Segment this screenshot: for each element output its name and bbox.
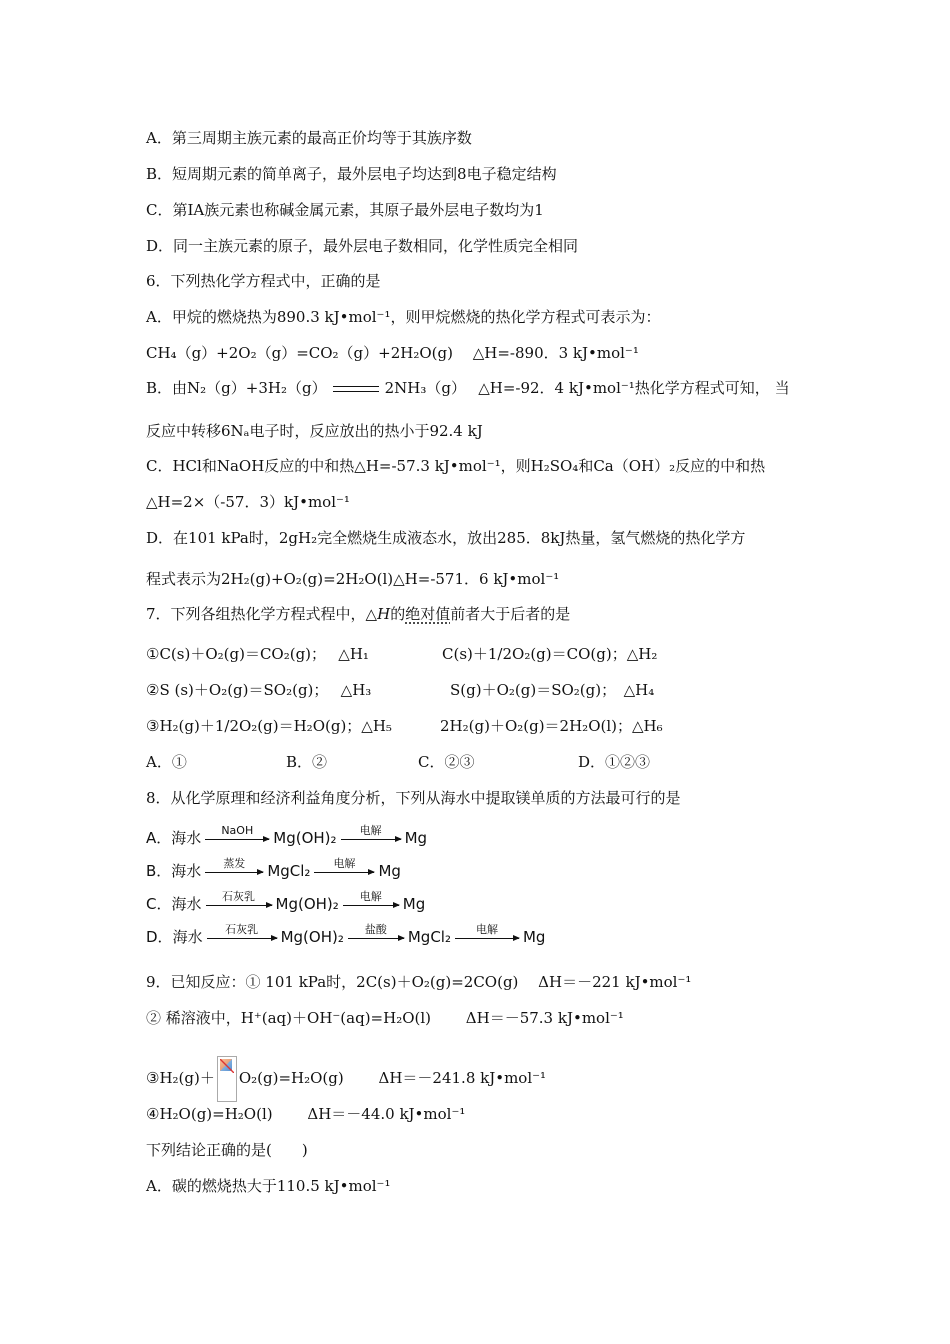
q7-row-3 (146, 716, 663, 736)
q8-d-reagent1: 石灰乳 (225, 923, 259, 936)
reaction-arrow-icon (348, 923, 404, 939)
reaction-arrow-icon (341, 824, 401, 840)
q5-option-a: A．第三周期主族元素的最高正价均等于其族序数 (146, 129, 472, 147)
q8-a-label: A． (146, 829, 172, 847)
q8-c-reagent2: 电解 (359, 890, 382, 903)
reaction-arrow-icon (455, 923, 519, 939)
q9-reaction-2: ② 稀溶液中，H⁺(aq)＋OH⁻(aq)=H₂O(l) ΔH＝－57.3 kJ•mol⁻¹ (146, 1009, 624, 1027)
q8-option-d (146, 923, 546, 947)
q7-row1-right: C(s)＋1/2O₂(g)＝CO(g)；△H₂ (442, 645, 658, 663)
q8-a-intermediate: Mg(OH)₂ (273, 829, 337, 847)
q7-row-2 (146, 680, 655, 700)
q5-option-c: C．第ⅠA族元素也称碱金属元素，其原子最外层电子数均为1 (146, 201, 544, 219)
q8-a-reagent2: 电解 (359, 824, 382, 837)
reaction-arrow-icon (205, 824, 269, 840)
q7-option-a: A．① (146, 753, 187, 771)
q7-stem-emphasis: 绝对值 (405, 605, 451, 623)
q9-r3-pre: ③H₂(g)＋ (146, 1069, 215, 1087)
reaction-arrow-icon (205, 857, 263, 873)
q7-row2-left: ②S (s)＋O₂(g)＝SO₂(g)； △H₃ (146, 681, 372, 699)
q8-b-reagent1: 蒸发 (223, 857, 246, 870)
q8-d-label: D． (146, 928, 173, 946)
q8-d-intermediate: Mg(OH)₂ (280, 928, 344, 946)
q8-c-reagent1: 石灰乳 (222, 890, 255, 903)
reaction-arrow-icon (343, 890, 399, 906)
q6-option-b-part2: 2NH₃（g） △H=-92．4 kJ•mol⁻¹热化学方程式可知， 当 (384, 379, 790, 397)
q8-c-product: Mg (402, 895, 426, 913)
q8-d-source: 海水 (172, 928, 203, 946)
q8-b-reagent2: 电解 (333, 857, 356, 870)
q7-options (146, 752, 651, 772)
q7-stem-mid: 的 (390, 605, 406, 623)
q9-reaction-3 (146, 1056, 546, 1102)
q8-d-reagent2: 盐酸 (364, 923, 387, 936)
q7-row3-left: ③H₂(g)＋1/2O₂(g)＝H₂O(g)；△H₅ (146, 717, 392, 735)
q6-option-a-line1: A．甲烷的燃烧热为890.3 kJ•mol⁻¹，则甲烷燃烧的热化学方程式可表示为： (146, 308, 661, 326)
q7-option-d: D．①②③ (578, 753, 651, 771)
q6-option-c-line2: △H=2×（-57．3）kJ•mol⁻¹ (146, 493, 350, 511)
q8-a-reagent1: NaOH (221, 824, 254, 837)
q9-reaction-4: ④H₂O(g)=H₂O(l) ΔH＝－44.0 kJ•mol⁻¹ (146, 1105, 466, 1123)
q7-row1-left: ①C(s)＋O₂(g)＝CO₂(g)； △H₁ (146, 645, 369, 663)
q7-stem (146, 604, 570, 624)
q6-option-c-line1: C．HCl和NaOH反应的中和热△H=-57.3 kJ•mol⁻¹，则H₂SO₄和Ca（OH）₂反应的中和热 (146, 457, 766, 475)
q7-row2-right: S(g)＋O₂(g)＝SO₂(g)； △H₄ (450, 681, 655, 699)
reaction-arrow-icon (314, 857, 374, 873)
q7-stem-pre: 7．下列各组热化学方程式程中，△ (146, 605, 378, 623)
q9-stem: 9．已知反应：① 101 kPa时，2C(s)＋O₂(g)=2CO(g) ΔH＝－221 kJ•mol⁻¹ (146, 973, 692, 991)
q8-c-source: 海水 (171, 895, 202, 913)
q8-d-reagent3: 电解 (475, 923, 498, 936)
q5-option-b: B．短周期元素的简单离子，最外层电子均达到8电子稳定结构 (146, 165, 557, 183)
q9-option-a: A．碳的燃烧热大于110.5 kJ•mol⁻¹ (146, 1177, 391, 1195)
reaction-arrow-icon (207, 923, 277, 939)
broken-image-icon (217, 1056, 237, 1102)
q8-option-b (146, 857, 401, 881)
q8-b-label: B． (146, 862, 172, 880)
q6-option-b-part1: B．由N₂（g）+3H₂（g） (146, 379, 327, 397)
q6-option-b-line2: 反应中转移6Nₐ电子时，反应放出的热小于92.4 kJ (146, 422, 483, 440)
q5-option-d: D．同一主族元素的原子，最外层电子数相同，化学性质完全相同 (146, 237, 579, 255)
q6-option-d-line2: 程式表示为2H₂(g)+O₂(g)=2H₂O(l)△H=-571．6 kJ•mol⁻¹ (146, 570, 560, 588)
q6-option-a-line2: CH₄（g）+2O₂（g）=CO₂（g）+2H₂O(g) △H=-890．3 kJ•mol⁻¹ (146, 344, 639, 362)
q7-stem-h: H (377, 605, 391, 623)
q6-option-d-line1: D．在101 kPa时，2gH₂完全燃烧生成液态水，放出285．8kJ热量，氢气燃烧的热化学方 (146, 529, 746, 547)
q9-question: 下列结论正确的是( ) (146, 1141, 308, 1159)
q7-row-1 (146, 644, 658, 664)
q6-stem: 6．下列热化学方程式中，正确的是 (146, 272, 381, 290)
reversible-arrow-icon (333, 384, 379, 394)
q8-a-product: Mg (404, 829, 428, 847)
q8-b-intermediate: MgCl₂ (267, 862, 311, 880)
q7-option-c: C．②③ (418, 753, 475, 771)
q7-option-b: B．② (286, 753, 328, 771)
q8-option-c (146, 890, 426, 914)
q8-d-product: Mg (522, 928, 546, 946)
q8-a-source: 海水 (171, 829, 202, 847)
q8-b-product: Mg (378, 862, 401, 880)
q8-d-intermediate2: MgCl₂ (407, 928, 451, 946)
q8-b-source: 海水 (171, 862, 202, 880)
q9-r3-post: O₂(g)=H₂O(g) ΔH＝－241.8 kJ•mol⁻¹ (238, 1069, 547, 1087)
q8-c-intermediate: Mg(OH)₂ (275, 895, 339, 913)
q8-c-label: C． (146, 895, 172, 913)
q8-stem: 8．从化学原理和经济利益角度分析，下列从海水中提取镁单质的方法最可行的是 (146, 789, 681, 807)
q7-row3-right: 2H₂(g)＋O₂(g)＝2H₂O(l)；△H₆ (440, 717, 663, 735)
q8-option-a (146, 824, 428, 848)
q7-stem-post: 前者大于后者的是 (450, 605, 571, 623)
q6-option-b-line1 (146, 378, 790, 398)
reaction-arrow-icon (206, 890, 272, 906)
